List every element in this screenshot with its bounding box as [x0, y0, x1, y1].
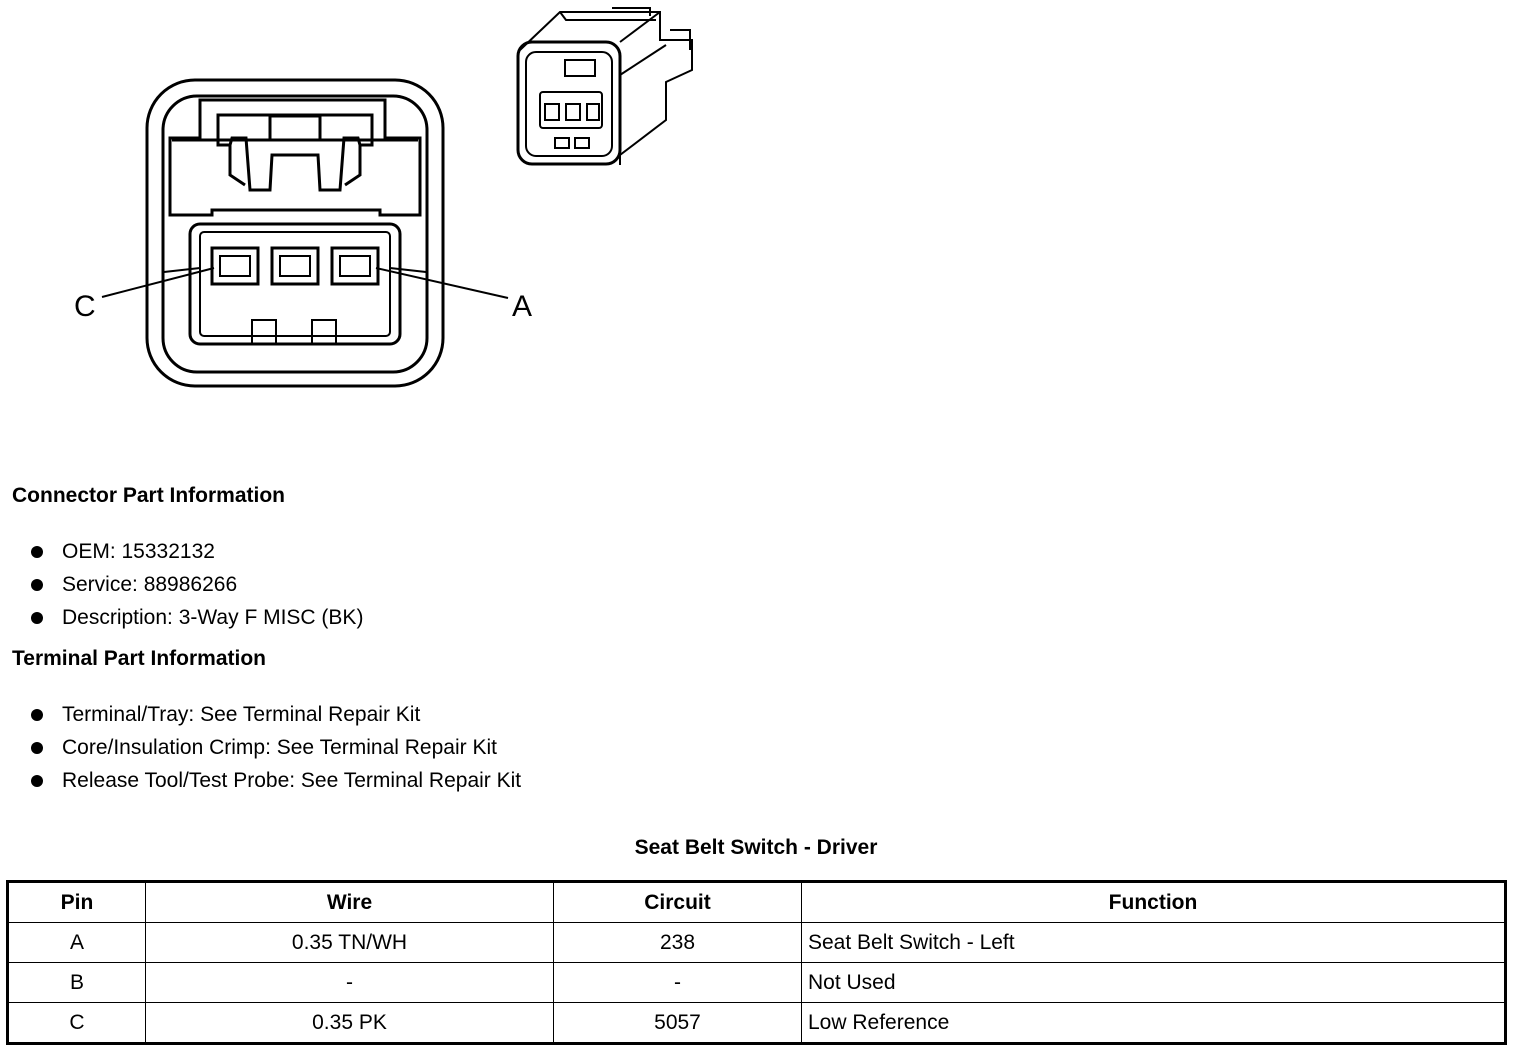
terminal-part-heading: Terminal Part Information [12, 647, 266, 670]
connector-face-view [147, 80, 443, 386]
connector-isometric-view [518, 8, 692, 165]
bullet-icon [31, 709, 43, 721]
connector-part-heading: Connector Part Information [12, 484, 286, 507]
cell-pin: A [8, 923, 146, 963]
bullet-icon [31, 612, 43, 624]
terminal-c [212, 248, 258, 284]
bullet-icon [31, 742, 43, 754]
table-row [8, 1003, 1506, 1044]
cell-wire: - [146, 963, 554, 1003]
cell-wire: 0.35 PK [146, 1003, 554, 1044]
header-pin: Pin [8, 882, 146, 923]
terminal-b [272, 248, 318, 284]
table-header-row [8, 882, 1506, 923]
list-item: Core/Insulation Crimp: See Terminal Repair Kit [28, 731, 521, 764]
header-wire: Wire [146, 882, 554, 923]
header-circuit: Circuit [554, 882, 802, 923]
terminal-part-list [28, 698, 521, 797]
list-item: Service: 88986266 [28, 568, 363, 601]
cell-circuit: 238 [554, 923, 802, 963]
list-item: OEM: 15332132 [28, 535, 363, 568]
list-item: Description: 3-Way F MISC (BK) [28, 601, 363, 634]
cell-function: Seat Belt Switch - Left [802, 923, 1506, 963]
cell-wire: 0.35 TN/WH [146, 923, 554, 963]
callout-leader-c [102, 268, 214, 297]
callout-label-c: C [74, 290, 96, 323]
table-row [8, 963, 1506, 1003]
cell-function: Not Used [802, 963, 1506, 1003]
terminal-a [332, 248, 378, 284]
bullet-icon [31, 546, 43, 558]
bullet-icon [31, 579, 43, 591]
cell-pin: C [8, 1003, 146, 1044]
pinout-table [6, 880, 1507, 1045]
connector-part-list [28, 535, 363, 634]
list-item: Terminal/Tray: See Terminal Repair Kit [28, 698, 521, 731]
table-title: Seat Belt Switch - Driver [634, 836, 878, 859]
connector-diagram [0, 0, 760, 420]
header-function: Function [802, 882, 1506, 923]
cell-function: Low Reference [802, 1003, 1506, 1044]
list-item: Release Tool/Test Probe: See Terminal Repair Kit [28, 764, 521, 797]
cell-circuit: - [554, 963, 802, 1003]
cell-circuit: 5057 [554, 1003, 802, 1044]
callout-label-a: A [512, 290, 533, 323]
table-row [8, 923, 1506, 963]
cell-pin: B [8, 963, 146, 1003]
bullet-icon [31, 775, 43, 787]
